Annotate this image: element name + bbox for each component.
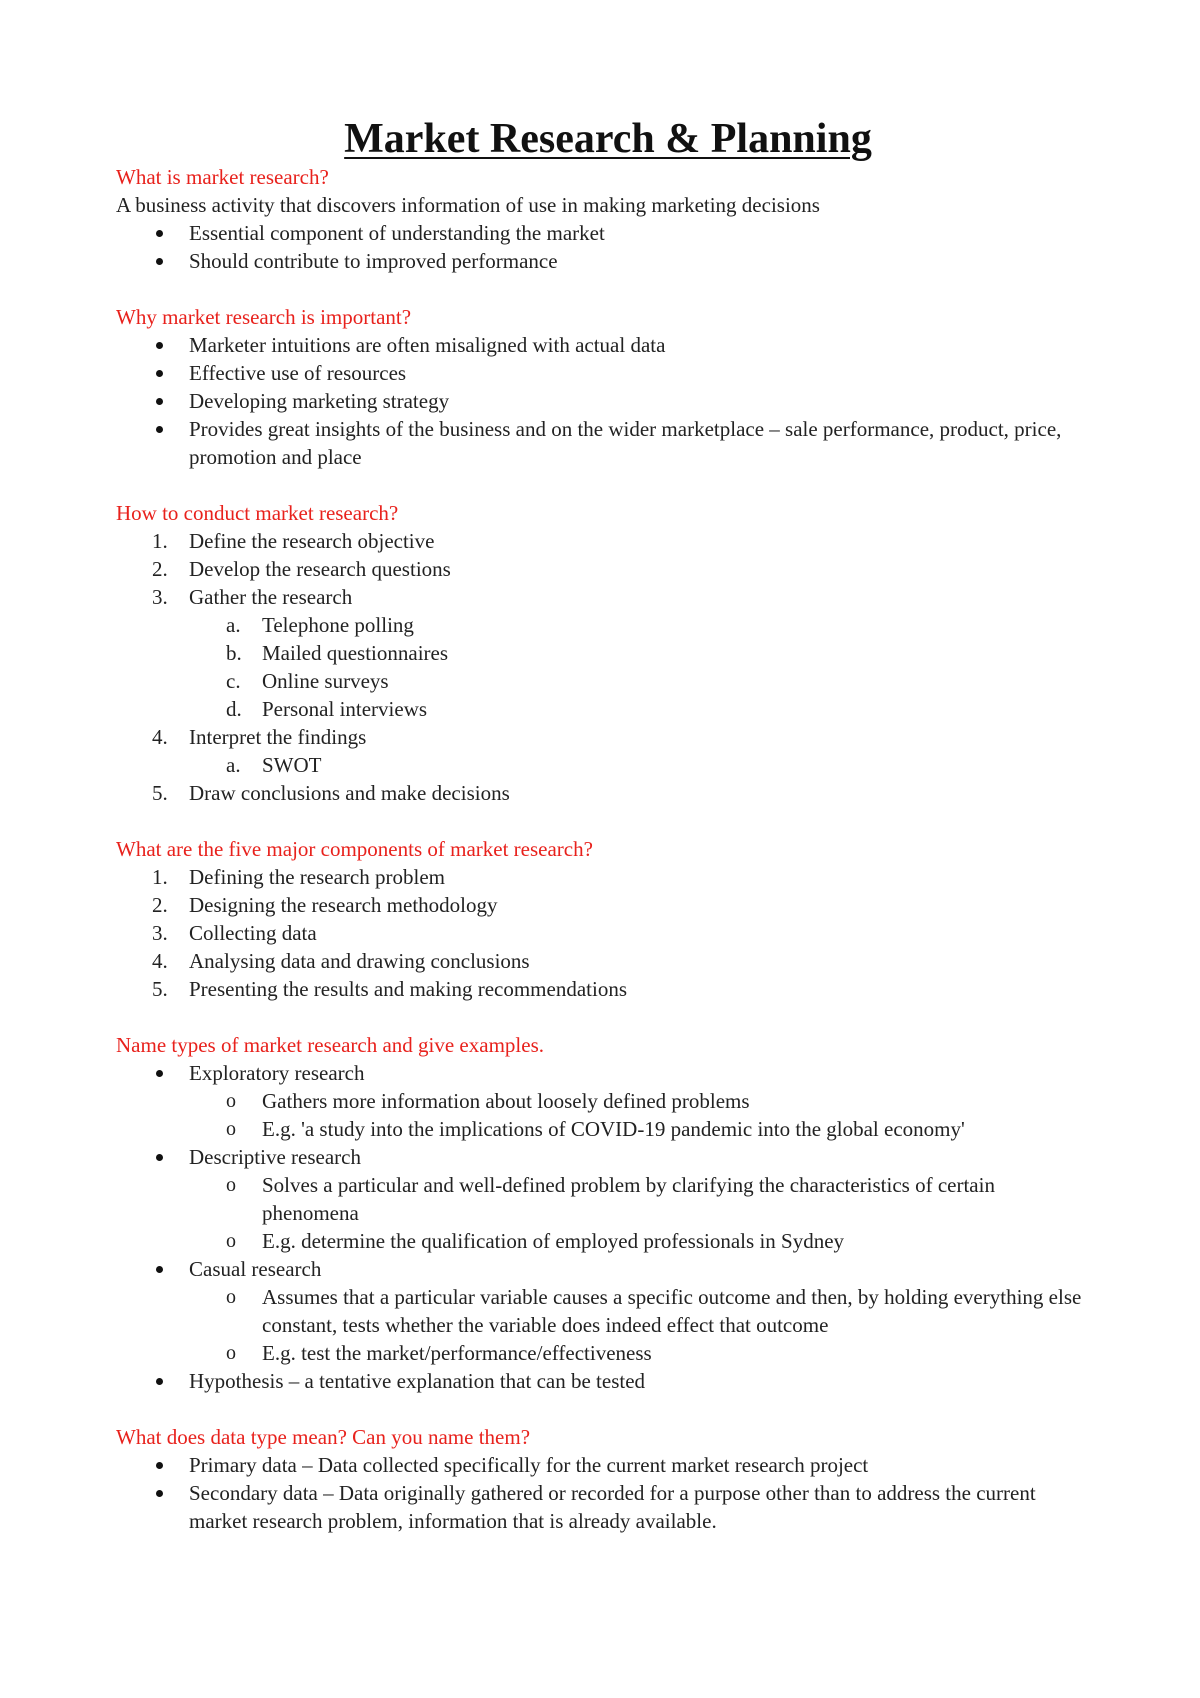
bullet-list xyxy=(116,219,1100,275)
section-why-important xyxy=(116,303,1100,471)
bullet-icon xyxy=(156,342,163,349)
bullet-icon xyxy=(156,398,163,405)
list-item: 4. Analysing data and drawing conclusions xyxy=(152,949,530,973)
list-number: 5. xyxy=(152,977,168,1001)
spacer xyxy=(116,471,1100,499)
sub-list-item: a. SWOT xyxy=(226,753,322,777)
list-number: 1. xyxy=(152,865,168,889)
sub-list-item: o E.g. determine the qualification of employed professionals in Sydney xyxy=(226,1229,845,1253)
list-number: 3. xyxy=(152,921,168,945)
circle-bullet-icon: o xyxy=(226,1090,236,1112)
list-letter: d. xyxy=(226,697,242,721)
list-item: Secondary data – Data originally gathered or recorded for a purpose other than to address the current market research problem, information that is already available. xyxy=(116,1479,1069,1535)
sub-list-item: o E.g. test the market/performance/effectiveness xyxy=(226,1341,652,1365)
list-item: Marketer intuitions are often misaligned with actual data xyxy=(116,331,1100,359)
sub-list-item: d. Personal interviews xyxy=(226,697,428,721)
circle-bullet-icon: o xyxy=(226,1286,236,1308)
section-types-of-research xyxy=(116,1031,1100,1395)
bullet-list xyxy=(116,1059,1100,1395)
list-item: 2. Designing the research methodology xyxy=(152,893,498,917)
bullet-icon xyxy=(156,1070,163,1077)
circle-bullet-icon: o xyxy=(226,1174,236,1196)
section-what-is-market-research xyxy=(116,163,1100,275)
list-item: 4. Interpret the findings xyxy=(152,725,367,749)
list-item: Should contribute to improved performance xyxy=(116,247,1100,275)
bullet-icon xyxy=(156,1266,163,1273)
list-item: Essential component of understanding the market xyxy=(116,219,1100,247)
spacer xyxy=(116,1003,1100,1031)
list-item: 3. Gather the research xyxy=(152,585,353,609)
list-item: Effective use of resources xyxy=(116,359,1100,387)
circle-bullet-icon: o xyxy=(226,1118,236,1140)
bullet-icon xyxy=(156,258,163,265)
list-item: Provides great insights of the business and on the wider marketplace – sale performance, product, price, promotion and place xyxy=(116,415,1069,471)
list-item: 1. Define the research objective xyxy=(152,529,435,553)
list-letter: b. xyxy=(226,641,242,665)
bullet-icon xyxy=(156,370,163,377)
question-heading: What does data type mean? Can you name them? xyxy=(116,1425,531,1449)
list-item: Casual research xyxy=(116,1255,1100,1283)
definition-text: A business activity that discovers information of use in making marketing decisions xyxy=(116,193,820,217)
list-item: 1. Defining the research problem xyxy=(152,865,445,889)
question-heading: How to conduct market research? xyxy=(116,501,399,525)
question-heading: Name types of market research and give examples. xyxy=(116,1033,544,1057)
bullet-icon xyxy=(156,426,163,433)
list-item: 2. Develop the research questions xyxy=(152,557,451,581)
list-item: Exploratory research xyxy=(116,1059,1100,1087)
bullet-icon xyxy=(156,1154,163,1161)
list-item: Primary data – Data collected specifically for the current market research project xyxy=(116,1451,1100,1479)
list-number: 1. xyxy=(152,529,168,553)
list-number: 4. xyxy=(152,949,168,973)
list-letter: a. xyxy=(226,753,241,777)
spacer xyxy=(116,1395,1100,1423)
bullet-icon xyxy=(156,1378,163,1385)
list-number: 4. xyxy=(152,725,168,749)
question-heading: What are the five major components of market research? xyxy=(116,837,593,861)
list-number: 3. xyxy=(152,585,168,609)
numbered-list xyxy=(116,527,1100,807)
sub-list-item: b. Mailed questionnaires xyxy=(226,641,449,665)
list-item: Hypothesis – a tentative explanation that can be tested xyxy=(116,1367,1100,1395)
bullet-icon xyxy=(156,1462,163,1469)
sub-list-item: o E.g. 'a study into the implications of COVID-19 pandemic into the global economy' xyxy=(226,1117,965,1141)
section-five-components xyxy=(116,835,1100,1003)
section-how-to-conduct xyxy=(116,499,1100,807)
question-heading: Why market research is important? xyxy=(116,305,412,329)
sub-list-item: o Solves a particular and well-defined problem by clarifying the characteristics of certain phenomena xyxy=(226,1173,995,1225)
list-item: 5. Draw conclusions and make decisions xyxy=(152,781,510,805)
list-item: 3. Collecting data xyxy=(152,921,317,945)
list-number: 5. xyxy=(152,781,168,805)
question-heading: What is market research? xyxy=(116,165,329,189)
bullet-list xyxy=(116,331,1100,471)
sub-list-item: o Assumes that a particular variable causes a specific outcome and then, by holding everything else constant, tests whether the variable does indeed effect that outcome xyxy=(226,1285,1082,1337)
list-number: 2. xyxy=(152,893,168,917)
sub-list-item: o Gathers more information about loosely defined problems xyxy=(226,1089,750,1113)
list-item: Descriptive research xyxy=(116,1143,1100,1171)
sub-list-item: c. Online surveys xyxy=(226,669,389,693)
section-data-types xyxy=(116,1423,1100,1535)
bullet-list xyxy=(116,1451,1100,1535)
document-title: Market Research & Planning xyxy=(344,116,872,162)
numbered-list xyxy=(116,863,1100,1003)
list-letter: c. xyxy=(226,669,241,693)
spacer xyxy=(116,807,1100,835)
circle-bullet-icon: o xyxy=(226,1342,236,1364)
circle-bullet-icon: o xyxy=(226,1230,236,1252)
spacer xyxy=(116,275,1100,303)
bullet-icon xyxy=(156,230,163,237)
list-item: 5. Presenting the results and making recommendations xyxy=(152,977,627,1001)
sub-list-item: a. Telephone polling xyxy=(226,613,414,637)
bullet-icon xyxy=(156,1490,163,1497)
list-letter: a. xyxy=(226,613,241,637)
list-item: Developing marketing strategy xyxy=(116,387,1100,415)
list-number: 2. xyxy=(152,557,168,581)
